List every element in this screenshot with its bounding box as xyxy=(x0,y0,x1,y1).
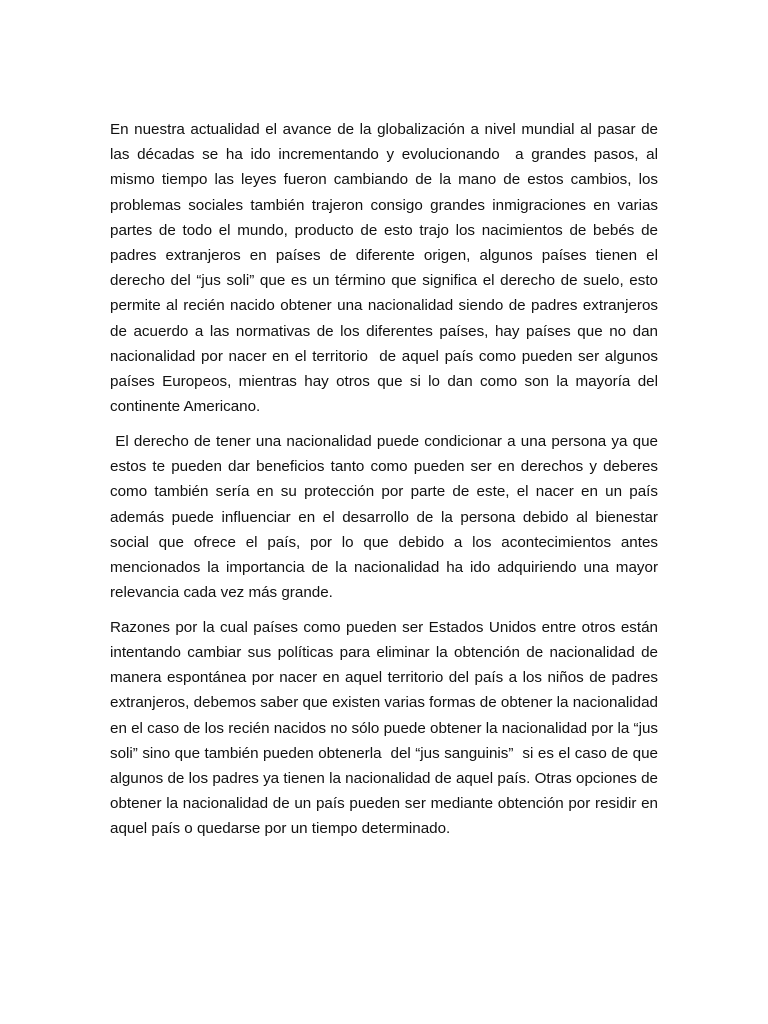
paragraph-2: El derecho de tener una nacionalidad puede condicionar a una persona ya que estos te pueden dar beneficios tanto como pueden ser en derechos y deberes como también sería en su protección por parte de este, el nacer en un país además puede influenciar en el desarrollo de la persona debido al bienestar social que ofrece el país, por lo que debido a los acontecimientos antes mencionados la importancia de la nacionalidad ha ido adquiriendo una mayor relevancia cada vez más grande. xyxy=(110,432,663,602)
paragraph-3: Razones por la cual países como pueden ser Estados Unidos entre otros están intentando cambiar sus políticas para eliminar la obtención de nacionalidad de manera espontánea por nacer en aquel territorio del país a los niños de padres extranjeros, debemos saber que existen varias formas de obtener la nacionalidad en el caso de los recién nacidos no sólo puede obtener la nacionalidad por la “jus soli” sino que también pueden obtenerla del “jus sanguinis” si es el caso de que algunos de los padres ya tienen la nacionalidad de aquel país. Otras opciones de obtener la nacionalidad de un país pueden ser mediante obtención por residir en aquel país o quedarse por un tiempo determinado. xyxy=(110,618,663,838)
paragraph-1: En nuestra actualidad el avance de la globalización a nivel mundial al pasar de las décadas se ha ido incrementando y evolucionando a grandes pasos, al mismo tiempo las leyes fueron cambiando de la mano de estos cambios, los problemas sociales también trajeron consigo grandes inmigraciones en varias partes de todo el mundo, producto de esto trajo los nacimientos de bebés de padres extranjeros en países de diferente origen, algunos países tienen el derecho del “jus soli” que es un término que significa el derecho de suelo, esto permite al recién nacido obtener una nacionalidad siendo de padres extranjeros de acuerdo a las normativas de los diferentes países, hay países que no dan nacionalidad por nacer en el territorio de aquel país como pueden ser algunos países Europeos, mientras hay otros que si lo dan como son la mayoría del continente Americano. xyxy=(110,121,663,416)
document-body xyxy=(110,117,663,842)
